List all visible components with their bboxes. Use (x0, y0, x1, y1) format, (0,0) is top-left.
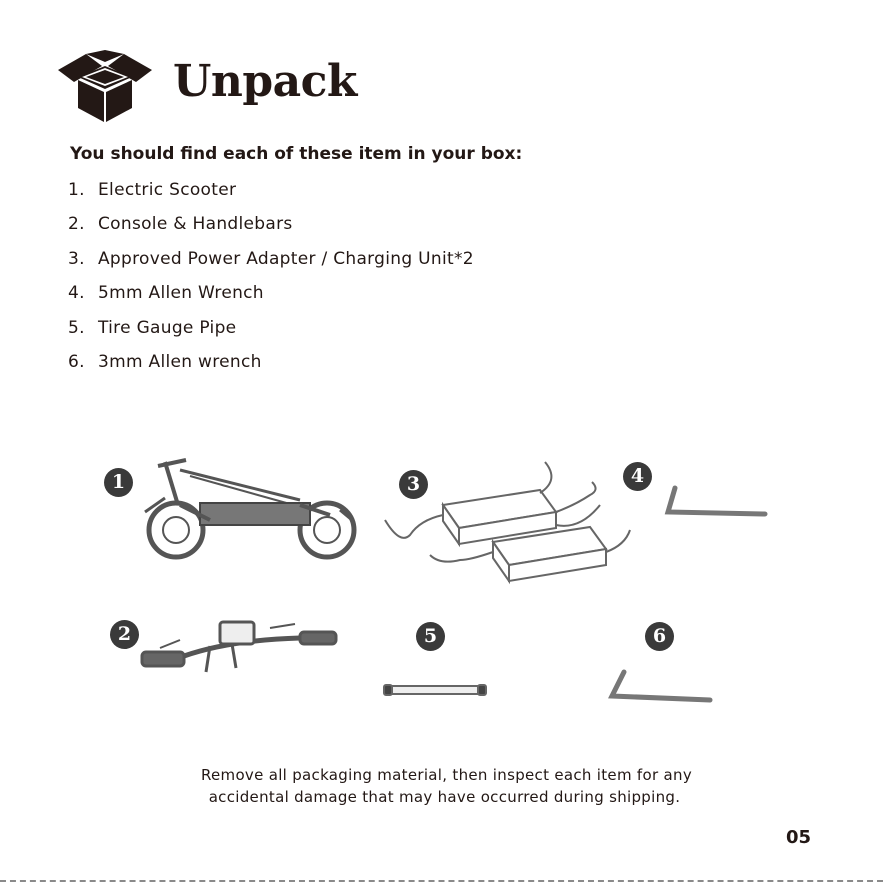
list-item (68, 316, 474, 350)
allen-wrench-5mm-illustration (668, 488, 765, 514)
item-badge-1: 1 (104, 468, 133, 497)
page-number: 05 (786, 827, 812, 848)
tire-gauge-pipe-illustration (384, 685, 486, 695)
box-contents-list (68, 178, 474, 384)
item-number: 1. (68, 180, 85, 200)
bottom-divider (0, 880, 883, 882)
item-number: 3. (68, 248, 85, 269)
box-contents-heading: You should find each of these item in your box: (70, 144, 523, 164)
item-label: 3mm Allen wrench (98, 351, 262, 372)
item-label: Approved Power Adapter / Charging Unit*2 (98, 248, 474, 269)
scooter-illustration (145, 460, 354, 557)
page-title: Unpack (173, 56, 357, 107)
open-box-icon (56, 50, 154, 122)
inspection-note (0, 764, 883, 808)
item-number: 6. (68, 351, 85, 372)
item-badge-4: 4 (623, 462, 652, 491)
handlebar-illustration (142, 622, 336, 672)
list-item (68, 247, 474, 281)
item-badge-6: 6 (645, 622, 674, 651)
list-item (68, 350, 474, 384)
list-item (68, 178, 474, 212)
list-item (68, 212, 474, 246)
item-number: 5. (68, 317, 85, 338)
allen-wrench-3mm-illustration (612, 672, 710, 700)
item-label: 5mm Allen Wrench (98, 283, 264, 304)
inspection-note-line1: Remove all packaging material, then inspect each item for any (200, 766, 693, 784)
list-item (68, 281, 474, 315)
item-badge-2: 2 (110, 620, 139, 649)
item-label: Electric Scooter (98, 180, 237, 200)
item-label: Console & Handlebars (98, 214, 293, 235)
page-header (56, 50, 456, 122)
item-badge-5: 5 (416, 622, 445, 651)
item-number: 2. (68, 214, 85, 235)
item-badge-3: 3 (399, 470, 428, 499)
item-label: Tire Gauge Pipe (98, 317, 237, 338)
inspection-note-line2: accidental damage that may have occurred during shipping. (208, 788, 681, 806)
item-number: 4. (68, 283, 85, 304)
